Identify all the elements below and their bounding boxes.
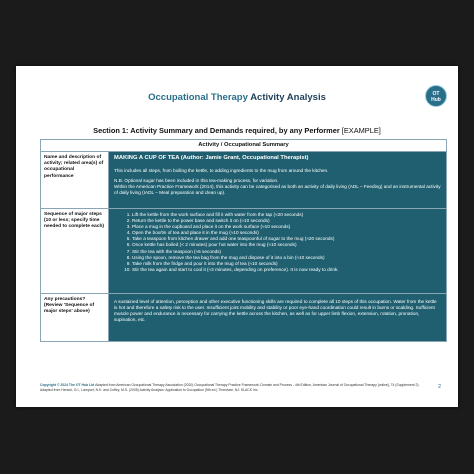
step-item: 3. Place a mug in the cupboard and place it on the work surface (≈10 seconds) — [132, 224, 441, 230]
activity-table — [40, 139, 447, 342]
step-item: 4. Open the box/tin of tea and place it in the mug (≈10 seconds) — [132, 230, 441, 236]
step-item: 5. Take a teaspoon from kitchen drawer and add one teaspoonful of sugar to the mug (≈20 seconds) — [132, 236, 441, 242]
table-row-summary — [41, 152, 447, 209]
summary-paragraph: This includes all steps, from boiling the kettle, to adding ingredients to the mug from around the kitchen. — [114, 168, 329, 173]
title-part-1: Occupational Therapy — [148, 92, 248, 103]
step-item: 6. Once kettle has boiled (< 2 minutes) pour hot water into the mug (≈10 seconds) — [132, 242, 441, 248]
step-item: 7. Stir the tea with the teaspoon (≈5 seconds) — [132, 249, 441, 255]
row-label-precautions: Any precautions? (Review 'Sequence of major steps' above) — [41, 294, 109, 342]
step-item: 1. Lift the kettle from the work surface and fill it with water from the tap (≈20 seconds) — [132, 212, 441, 218]
summary-paragraph: N.B. Optional sugar has been included in this tea-making process, for variation. — [114, 178, 279, 184]
steps-list — [114, 212, 441, 273]
document-title — [16, 92, 458, 103]
title-part-2: Activity Analysis — [250, 92, 326, 103]
step-item: 9. Take milk from the fridge and pour it into the mug of tea (≈10 seconds) — [132, 261, 441, 267]
summary-cell — [109, 152, 447, 209]
section-title — [16, 126, 458, 135]
row-label-steps: Sequence of major steps (10 or less; specify time needed to complete each) — [41, 209, 109, 294]
footer-copyright: Copyright © 2024 The OT Hub Ltd — [40, 383, 95, 387]
step-item: 8. Using the spoon, remove the tea bag from the mug and dispose of it into a bin (≈10 seconds) — [132, 255, 441, 261]
ot-hub-logo-icon — [425, 85, 447, 107]
svg-text:OT: OT — [432, 91, 440, 97]
footer — [40, 383, 430, 392]
table-row-precautions — [41, 294, 447, 342]
row-label-summary: Name and description of activity; related area(s) of occupational performance — [41, 152, 109, 209]
steps-cell — [109, 209, 447, 294]
step-item: 2. Return the kettle to the power base and switch it on (≈10 seconds) — [132, 218, 441, 224]
summary-paragraph: Within the American Practice Framework (2014), this activity can be categorised as both an activity of daily living (ADL – Feeding) and an instrumental activity of daily living (IADL – Meal preparation and clean up). — [114, 184, 441, 196]
section-tag: [EXAMPLE] — [341, 126, 381, 135]
section-title-text: Section 1: Activity Summary and Demands required, by any Performer — [93, 126, 340, 135]
svg-text:Hub: Hub — [431, 97, 441, 103]
precautions-cell: A sustained level of attention, perception and other executive functioning skills are required to complete all 10 steps of this occupation. Water from the kettle is hot and therefore a safety risk to the user. Insufficient joint mobility and stability or poor eye-hand coordination could result in burns or scalding. Sufficient muscle power and endurance is necessary for carrying the kettle across the kitchen, as well as for upper limb flexion, extension, rotation, pronation, supination, etc. — [109, 294, 447, 342]
activity-title: MAKING A CUP OF TEA (Author: Jamie Grant, Occupational Therapist) — [114, 155, 309, 161]
page-number: 2 — [438, 384, 442, 390]
document-page — [16, 66, 458, 407]
table-row-steps — [41, 209, 447, 294]
step-item: 10. Stir the tea again and start to cool it (≈3 minutes, depending on preference). It is now ready to drink. — [132, 267, 441, 273]
table-header: Activity / Occupational Summary — [41, 140, 447, 152]
footer-text: Adapted from American Occupational Therapy Association (2020) Occupational Therapy Practice Framework: Domain and Process - 4th Edition, American Journal of Occupational Therapy [online], 74 (Supplement 2). Adapted from Hersch, G.I., Lamport, N.K. and Coffey, M.S. (2005) Activity Analysis: Application to Occupation (5th ed.) Thorofare, NJ: SLACK Inc. — [40, 383, 420, 392]
